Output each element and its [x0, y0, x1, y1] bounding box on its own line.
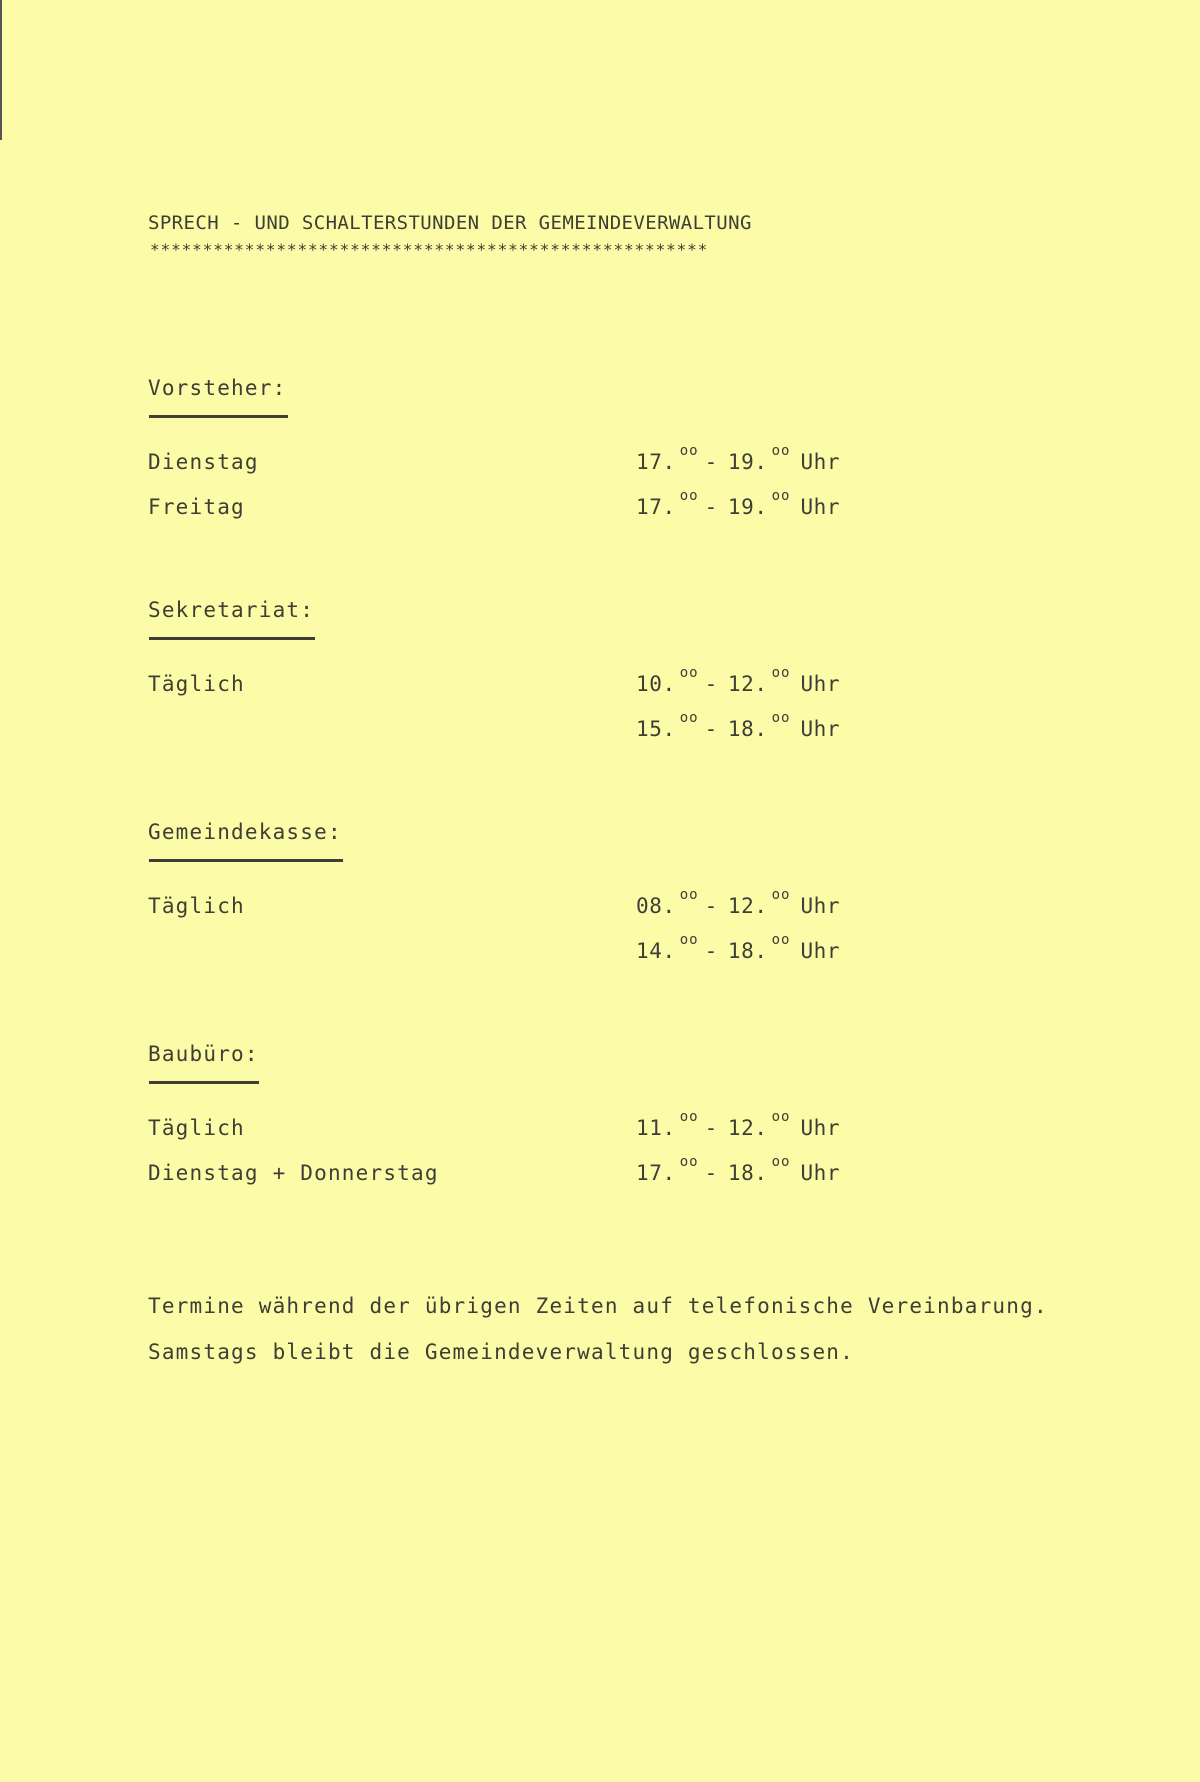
section-heading-baubuero: Baubüro:	[148, 1042, 259, 1066]
start-minutes: oo	[679, 710, 699, 726]
row-label: Täglich	[148, 894, 245, 918]
start-minutes: oo	[679, 1109, 699, 1125]
start-minutes: oo	[679, 1154, 699, 1170]
end-hour: 12.	[727, 672, 768, 696]
note-saturday-closed: Samstags bleibt die Gemeindeverwaltung geschlossen.	[148, 1340, 854, 1364]
row-label: Täglich	[148, 672, 245, 696]
row-label: Freitag	[148, 495, 245, 519]
page-edge	[0, 0, 2, 140]
section-underline-vorsteher	[149, 415, 288, 418]
section-underline-sekretariat	[149, 637, 315, 640]
row-label: Dienstag	[148, 450, 259, 474]
section-heading-gemeindekasse: Gemeindekasse:	[148, 820, 342, 844]
time-range	[636, 665, 841, 696]
section-underline-baubuero	[149, 1081, 259, 1084]
time-unit: Uhr	[800, 1116, 841, 1140]
start-hour: 17.	[636, 495, 676, 519]
time-range	[636, 1109, 841, 1140]
section-underline-gemeindekasse	[149, 859, 343, 862]
start-minutes: oo	[679, 665, 699, 681]
end-minutes: oo	[771, 443, 791, 459]
title-asterisk-rule: *****************************************************	[150, 240, 709, 259]
time-unit: Uhr	[800, 939, 841, 963]
range-dash: -	[704, 1161, 718, 1185]
range-dash: -	[704, 1116, 718, 1140]
start-minutes: oo	[679, 932, 699, 948]
range-dash: -	[704, 939, 718, 963]
time-range	[636, 887, 841, 918]
start-minutes: oo	[679, 443, 699, 459]
end-minutes: oo	[771, 1109, 791, 1125]
end-hour: 19.	[727, 450, 768, 474]
start-hour: 15.	[636, 717, 676, 741]
section-heading-sekretariat: Sekretariat:	[148, 598, 315, 622]
start-hour: 10.	[636, 672, 676, 696]
range-dash: -	[704, 450, 718, 474]
time-unit: Uhr	[800, 1161, 841, 1185]
end-minutes: oo	[771, 665, 791, 681]
end-hour: 18.	[727, 939, 768, 963]
time-range	[636, 932, 841, 963]
end-hour: 12.	[727, 1116, 768, 1140]
start-hour: 17.	[636, 1161, 676, 1185]
time-unit: Uhr	[800, 894, 841, 918]
note-appointments: Termine während der übrigen Zeiten auf telefonische Vereinbarung.	[148, 1294, 1048, 1318]
time-unit: Uhr	[800, 495, 841, 519]
range-dash: -	[704, 717, 718, 741]
time-range	[636, 443, 841, 474]
time-unit: Uhr	[800, 672, 841, 696]
section-heading-vorsteher: Vorsteher:	[148, 376, 287, 400]
start-minutes: oo	[679, 887, 699, 903]
start-hour: 17.	[636, 450, 676, 474]
range-dash: -	[704, 672, 718, 696]
time-range	[636, 488, 841, 519]
end-hour: 18.	[727, 1161, 768, 1185]
time-unit: Uhr	[800, 450, 841, 474]
end-hour: 12.	[727, 894, 768, 918]
end-minutes: oo	[771, 488, 791, 504]
time-range	[636, 1154, 841, 1185]
end-minutes: oo	[771, 887, 791, 903]
time-unit: Uhr	[800, 717, 841, 741]
row-label: Dienstag + Donnerstag	[148, 1161, 439, 1185]
end-hour: 19.	[727, 495, 768, 519]
time-range	[636, 710, 841, 741]
start-hour: 08.	[636, 894, 676, 918]
range-dash: -	[704, 894, 718, 918]
range-dash: -	[704, 495, 718, 519]
start-hour: 11.	[636, 1116, 676, 1140]
end-minutes: oo	[771, 1154, 791, 1170]
end-hour: 18.	[727, 717, 768, 741]
row-label: Täglich	[148, 1116, 245, 1140]
end-minutes: oo	[771, 932, 791, 948]
end-minutes: oo	[771, 710, 791, 726]
start-hour: 14.	[636, 939, 676, 963]
start-minutes: oo	[679, 488, 699, 504]
page-title: SPRECH - UND SCHALTERSTUNDEN DER GEMEINDEVERWALTUNG	[148, 212, 752, 234]
